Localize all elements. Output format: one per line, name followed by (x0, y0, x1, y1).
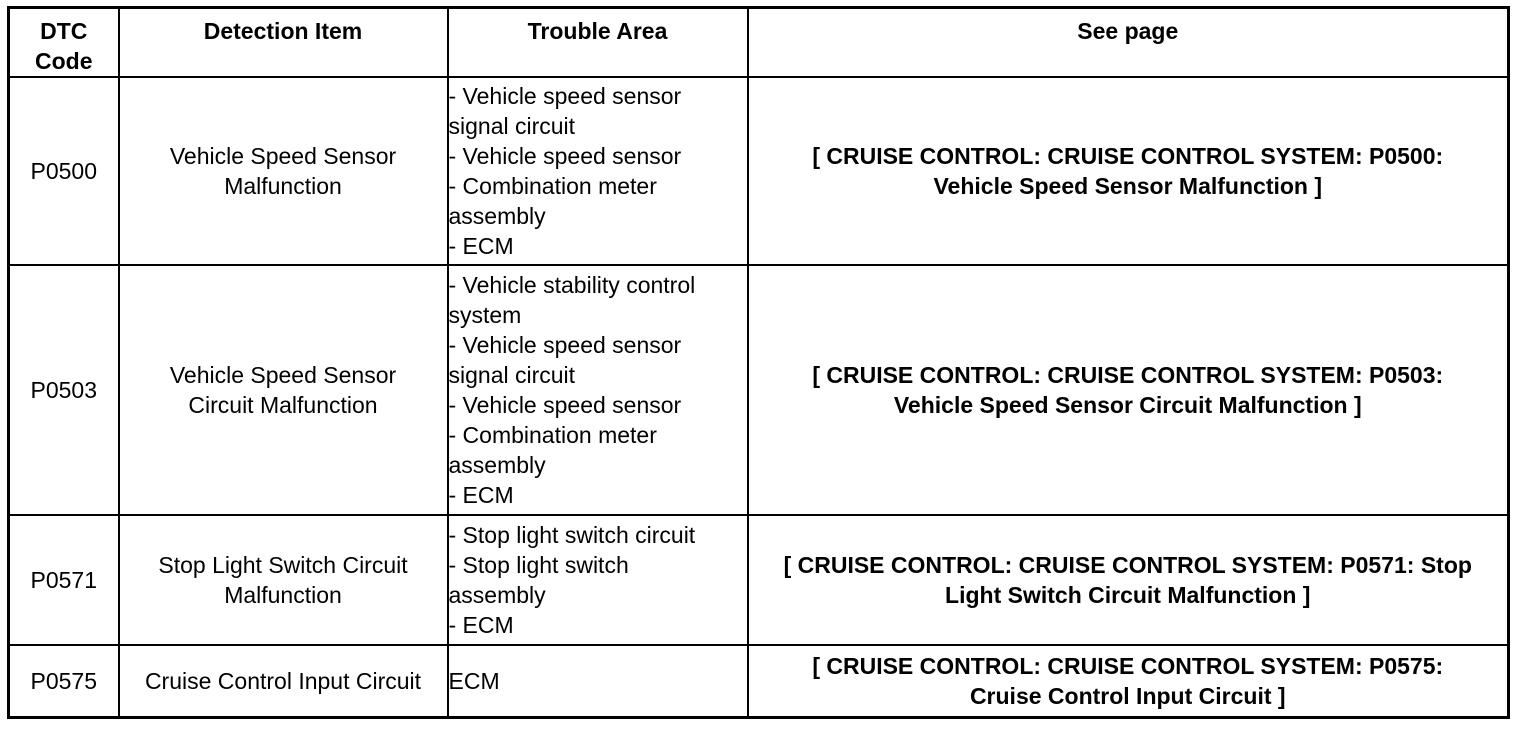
trouble-area-line: - ECM (448, 612, 514, 638)
trouble-area-line: ECM (448, 668, 500, 694)
dtc-code-cell: P0503 (9, 265, 119, 515)
see-page-link[interactable] (748, 515, 1509, 645)
detection-item-line: Cruise Control Input Circuit (144, 668, 422, 694)
trouble-area-line: assembly (448, 582, 546, 608)
trouble-area-line: system (448, 302, 522, 328)
header-dtc-code-line2: Code (35, 48, 93, 74)
header-see-page: See page (748, 8, 1509, 78)
trouble-area-line: - Combination meter (448, 422, 657, 448)
trouble-area-line: - ECM (448, 233, 514, 259)
trouble-area-cell (448, 265, 748, 515)
trouble-area-line: - Vehicle stability control (448, 272, 696, 298)
table-row (9, 515, 1509, 645)
table-row (9, 265, 1509, 515)
dtc-code-cell: P0575 (9, 645, 119, 718)
trouble-area-line: signal circuit (448, 362, 576, 388)
trouble-area-line: - Vehicle speed sensor (448, 143, 682, 169)
see-page-link[interactable] (748, 77, 1509, 265)
dtc-table (7, 6, 1510, 719)
header-row (9, 8, 1509, 78)
see-page-line: Vehicle Speed Sensor Malfunction ] (933, 173, 1323, 199)
see-page-line: [ CRUISE CONTROL: CRUISE CONTROL SYSTEM: P0571: Stop (783, 552, 1472, 578)
detection-item-line: Malfunction (224, 582, 342, 608)
trouble-area-cell (448, 515, 748, 645)
detection-item-cell (119, 515, 448, 645)
trouble-area-line: - Vehicle speed sensor (448, 83, 682, 109)
trouble-area-line: signal circuit (448, 113, 576, 139)
header-detection-item: Detection Item (119, 8, 448, 78)
table-row (9, 645, 1509, 718)
detection-item-cell (119, 77, 448, 265)
see-page-line: [ CRUISE CONTROL: CRUISE CONTROL SYSTEM: P0503: (812, 362, 1444, 388)
trouble-area-line: assembly (448, 203, 546, 229)
header-dtc-code (9, 8, 119, 78)
trouble-area-line: - Vehicle speed sensor (448, 392, 682, 418)
dtc-code-cell: P0571 (9, 515, 119, 645)
detection-item-line: Vehicle Speed Sensor (169, 362, 397, 388)
detection-item-line: Circuit Malfunction (188, 392, 378, 418)
see-page-link[interactable] (748, 645, 1509, 718)
detection-item-cell (119, 645, 448, 718)
see-page-line: Light Switch Circuit Malfunction ] (945, 582, 1311, 608)
detection-item-line: Stop Light Switch Circuit (158, 552, 408, 578)
trouble-area-line: - Stop light switch circuit (448, 522, 696, 548)
dtc-table-container (7, 6, 1510, 719)
header-trouble-area: Trouble Area (448, 8, 748, 78)
detection-item-line: Malfunction (224, 173, 342, 199)
trouble-area-line: - ECM (448, 482, 514, 508)
see-page-link[interactable] (748, 265, 1509, 515)
header-dtc-code-line1: DTC (40, 18, 88, 44)
detection-item-cell (119, 265, 448, 515)
see-page-line: Cruise Control Input Circuit ] (969, 683, 1286, 709)
table-row (9, 77, 1509, 265)
detection-item-line: Vehicle Speed Sensor (169, 143, 397, 169)
trouble-area-line: - Combination meter (448, 173, 657, 199)
see-page-line: [ CRUISE CONTROL: CRUISE CONTROL SYSTEM: P0575: (812, 653, 1444, 679)
trouble-area-cell (448, 645, 748, 718)
trouble-area-line: - Vehicle speed sensor (448, 332, 682, 358)
see-page-line: Vehicle Speed Sensor Circuit Malfunction ] (893, 392, 1362, 418)
see-page-line: [ CRUISE CONTROL: CRUISE CONTROL SYSTEM: P0500: (812, 143, 1444, 169)
dtc-code-cell: P0500 (9, 77, 119, 265)
trouble-area-cell (448, 77, 748, 265)
trouble-area-line: assembly (448, 452, 546, 478)
trouble-area-line: - Stop light switch (448, 552, 629, 578)
